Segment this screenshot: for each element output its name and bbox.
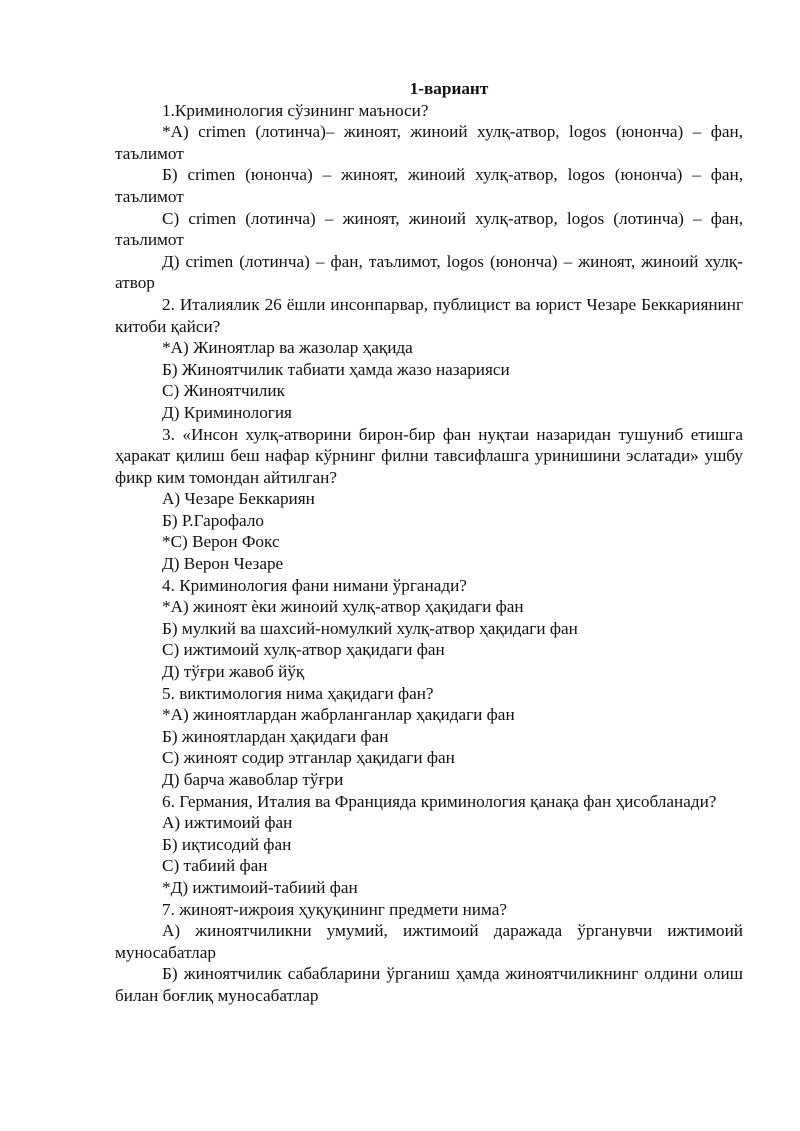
question-line: 2. Италиялик 26 ёшли инсонпарвар, публицист ва юрист Чезаре Беккариянинг китоби қайси? (115, 294, 743, 336)
answer-line: С) табиий фан (162, 856, 268, 876)
answer-line: *А) crimen (лотинча)– жиноят, жиноий хулқ-атвор, logos (юнонча) – фан, таълимот (115, 122, 743, 163)
answer-line: Д) барча жавоблар тўғри (162, 770, 344, 789)
answer-line: Д) тўғри жавоб йўқ (162, 662, 305, 682)
answer-line: Д) Верон Чезаре (162, 554, 284, 574)
answer-line: Б) мулкий ва шахсий-номулкий хулқ-атвор ҳақидаги фан (162, 618, 578, 638)
answer-line: Б) жиноятчилик сабабларини ўрганиш ҳамда жиноятчиликнинг олдини олиш билан боғлиқ муносабатлар (115, 964, 743, 1005)
answer-line: Д) Криминология (162, 402, 292, 422)
question-line: 4. Криминология фани нимани ўрганади? (162, 575, 467, 595)
answer-line: Д) crimen (лотинча) – фан, таълимот, logos (юнонча) – жиноят, жиноий хулқ-атвор (115, 251, 743, 293)
answer-line: Б) жиноятлардан ҳақидаги фан (162, 726, 389, 746)
answer-line: С) жиноят содир этганлар ҳақидаги фан (162, 748, 455, 768)
answer-line: Б) Р.Гарофало (162, 510, 265, 530)
answer-line: Б) иқтисодий фан (162, 834, 292, 854)
document-title: 1-вариант (409, 79, 489, 98)
answer-line: *Д) ижтимоий-табиий фан (162, 877, 358, 897)
answer-line: *А) жиноят ѐки жиноий хулқ-атвор ҳақидаги фан (162, 597, 524, 617)
answer-line: А) Чезаре Беккариян (162, 489, 315, 509)
answer-line: *С) Верон Фокс (162, 532, 280, 552)
document-page (115, 78, 743, 1007)
answer-line: С) crimen (лотинча) – жиноят, жиноий хулқ-атвор, logos (лотинча) – фан, таълимот (115, 208, 743, 250)
question-line: 3. «Инсон хулқ-атворини бирон-бир фан нуқтаи назаридан тушуниб етишга ҳаракат қилиш беш нафар кўрнинг филни тавсифлашга уринишини эслатади» ушбу фикр ким томондан айтилган? (115, 424, 743, 487)
question-line: 1.Криминология сўзининг маъноси? (162, 100, 429, 120)
answer-line: Б) crimen (юнонча) – жиноят, жиноий хулқ-атвор, logos (юнонча) – фан, таълимот (115, 165, 743, 206)
answer-line: *А) жиноятлардан жабрланганлар ҳақидаги фан (162, 705, 515, 725)
answer-line: С) ижтимоий хулқ-атвор ҳақидаги фан (162, 640, 445, 660)
answer-line: С) Жиноятчилик (162, 381, 285, 401)
answer-line: А) ижтимоий фан (162, 813, 293, 833)
answer-line: Б) Жиноятчилик табиати ҳамда жазо назарияси (162, 359, 510, 379)
question-line: 6. Германия, Италия ва Францияда криминология қанақа фан ҳисобланади? (162, 791, 717, 811)
answer-line: А) жиноятчиликни умумий, ижтимоий даражада ўрганувчи ижтимоий муносабатлар (115, 921, 743, 962)
question-line: 5. виктимология нима ҳақидаги фан? (162, 683, 434, 703)
answer-line: *А) Жиноятлар ва жазолар ҳақида (162, 338, 413, 358)
question-line: 7. жиноят-ижроия ҳуқуқининг предмети нима? (162, 899, 508, 919)
